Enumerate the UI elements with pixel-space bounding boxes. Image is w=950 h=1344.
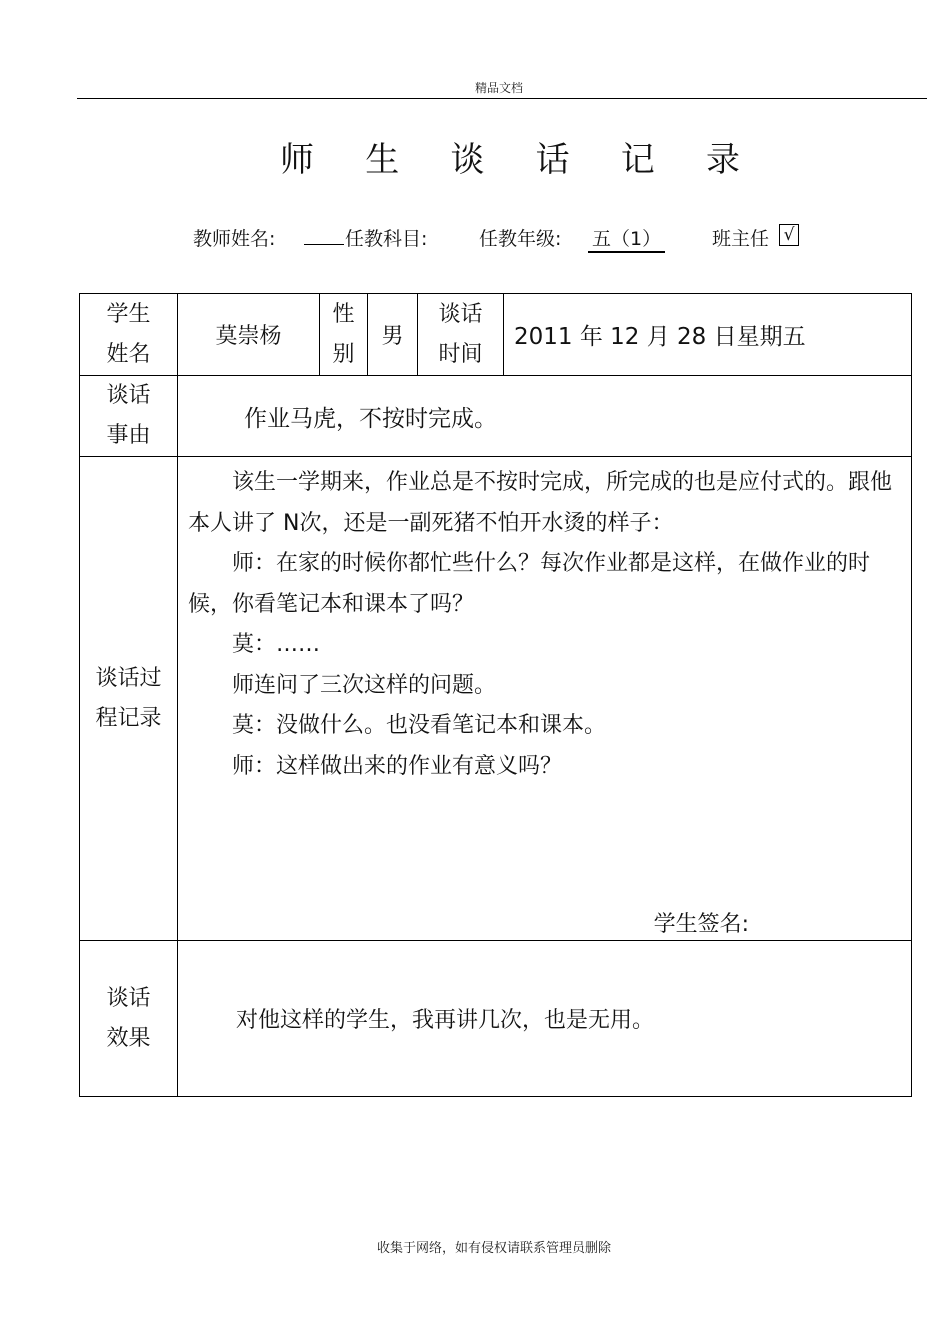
process-line: 莫：没做什么。也没看笔记本和课本。 bbox=[232, 713, 607, 738]
grade-value: 五（1） bbox=[588, 224, 665, 253]
process-label-line: 程记录 bbox=[95, 705, 162, 731]
title-char: 记 bbox=[620, 140, 655, 180]
student-name-label-cell bbox=[80, 294, 178, 376]
conversation-record-table bbox=[79, 293, 912, 1097]
process-record-body bbox=[178, 457, 911, 787]
gender-label-cell bbox=[320, 294, 368, 376]
reason-label-line: 谈话 bbox=[106, 383, 151, 408]
process-line: 莫：…… bbox=[232, 632, 321, 657]
title-char: 师 bbox=[280, 140, 314, 180]
effect-label-line: 谈话 bbox=[106, 985, 151, 1011]
gender-value: 男 bbox=[368, 294, 418, 376]
table-row bbox=[80, 376, 912, 457]
process-label-line: 谈话过 bbox=[95, 665, 162, 691]
time-label-line: 谈话 bbox=[438, 301, 483, 327]
process-record-cell bbox=[178, 457, 912, 941]
teacher-name-label: 教师姓名: bbox=[193, 228, 276, 250]
gender-label-line: 别 bbox=[332, 341, 355, 367]
reason-label-cell bbox=[80, 376, 178, 457]
page-header: 精品文档 bbox=[474, 81, 523, 95]
subject-label: 任教科目: bbox=[345, 228, 428, 250]
effect-label-cell bbox=[80, 941, 178, 1097]
process-line: 师连问了三次这样的问题。 bbox=[232, 672, 497, 698]
process-line: 师：在家的时候你都忙些什么？每次作业都是这样，在做作业的时候，你看笔记本和课本了吗？ bbox=[188, 551, 871, 617]
title-char: 生 bbox=[365, 140, 400, 180]
grade-label: 任教年级: bbox=[479, 228, 562, 250]
process-line: 师：这样做出来的作业有意义吗？ bbox=[232, 753, 563, 779]
page-footer: 收集于网络，如有侵权请联系管理员删除 bbox=[376, 1241, 611, 1256]
effect-label-line: 效果 bbox=[106, 1025, 151, 1051]
page-title bbox=[280, 132, 740, 181]
effect-value: 对他这样的学生，我再讲几次，也是无用。 bbox=[178, 941, 912, 1097]
gender-label-line: 性 bbox=[332, 301, 355, 327]
student-name-label-line: 姓名 bbox=[106, 341, 151, 367]
reason-value: 作业马虎，不按时完成。 bbox=[178, 376, 912, 457]
table-row bbox=[80, 294, 912, 376]
process-line: 该生一学期来，作业总是不按时完成，所完成的也是应付式的。跟他本人讲了 N次，还是一副死猪不怕开水烫的样子： bbox=[188, 470, 893, 536]
title-char: 录 bbox=[705, 140, 740, 180]
homeroom-label: 班主任 bbox=[712, 228, 770, 250]
table-row bbox=[80, 457, 912, 941]
reason-label-line: 事由 bbox=[106, 423, 151, 448]
time-label-line: 时间 bbox=[438, 341, 483, 367]
time-value: 2011 年 12 月 28 日星期五 bbox=[504, 294, 912, 376]
process-label-cell bbox=[80, 457, 178, 941]
time-label-cell bbox=[418, 294, 504, 376]
homeroom-checkbox[interactable]: √ bbox=[779, 224, 799, 246]
header-rule bbox=[77, 98, 927, 99]
table-row bbox=[80, 941, 912, 1097]
student-name-label-line: 学生 bbox=[106, 301, 151, 327]
teacher-name-field[interactable] bbox=[304, 224, 344, 245]
title-char: 话 bbox=[535, 140, 570, 180]
student-name-value: 莫崇杨 bbox=[178, 294, 320, 376]
title-char: 谈 bbox=[450, 140, 485, 180]
student-signature-label: 学生签名: bbox=[653, 912, 749, 937]
